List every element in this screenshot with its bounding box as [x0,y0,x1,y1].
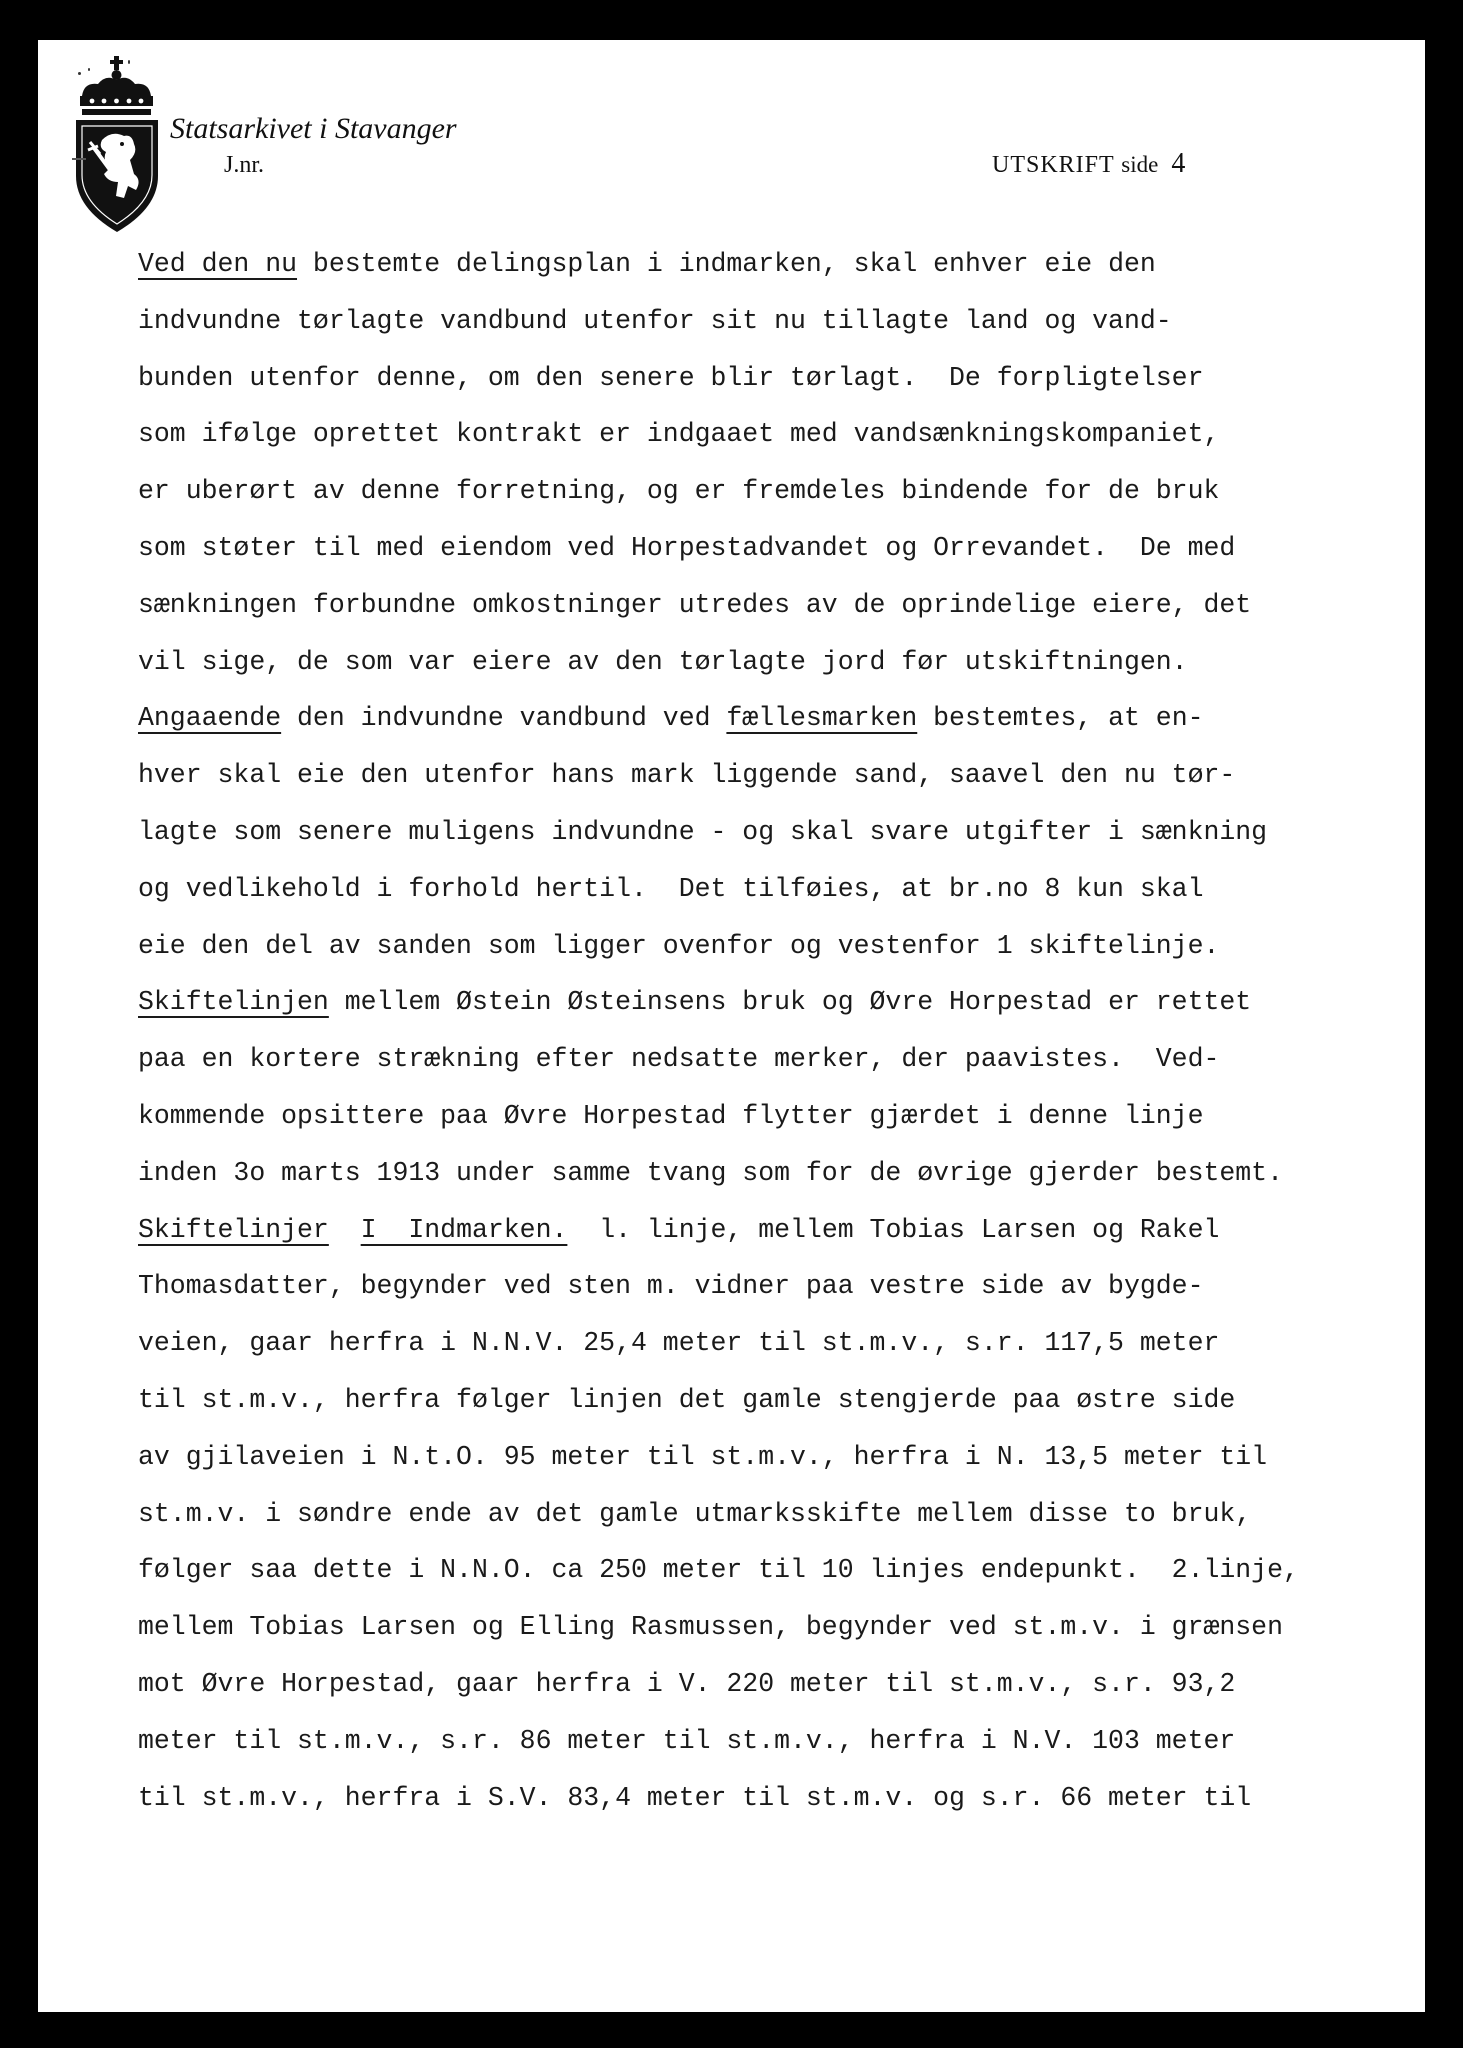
text-line [138,1486,1428,1543]
underlined-text: Angaaende [138,703,282,734]
text-segment: eie den del av sanden som ligger ovenfor og vestenfor 1 skiftelinje. [138,930,1220,961]
text-segment: mellem Tobias Larsen og Elling Rasmussen, begynder ved st.m.v. i grænsen [138,1612,1283,1643]
text-line [138,1031,1428,1088]
text-segment: er uberørt av denne forretning, og er fremdeles bindende for de bruk [138,476,1220,507]
text-segment: veien, gaar herfra i N.N.V. 25,4 meter til st.m.v., s.r. 117,5 meter [138,1328,1220,1359]
text-segment: kommende opsittere paa Øvre Horpestad flytter gjærdet i denne linje [138,1100,1204,1131]
text-line [138,236,1428,293]
text-line [138,690,1428,747]
text-segment: mellem Østein Østeinsens bruk og Øvre Horpestad er rettet [328,987,1252,1018]
text-line [138,1770,1428,1827]
text-segment: lagte som senere muligens indvundne - og skal svare utgifter i sænkning [138,816,1268,847]
text-line [138,974,1428,1031]
text-line [138,861,1428,918]
text-segment: følger saa dette i N.N.O. ca 250 meter til 10 linjes endepunkt. 2.linje, [138,1555,1299,1586]
norwegian-coat-of-arms-icon [72,56,162,232]
text-line [138,293,1428,350]
text-segment [329,1215,361,1245]
text-segment: som støter til med eiendom ved Horpestadvandet og Orrevandet. De med [138,532,1236,563]
utskrift-header [992,148,1186,180]
text-segment: til st.m.v., herfra følger linjen det gamle stengjerde paa østre side [138,1384,1236,1415]
text-segment: som ifølge oprettet kontrakt er indgaaet med vandsænkningskompaniet, [138,419,1220,450]
underlined-text: Skiftelinjer [138,1214,329,1245]
scan-mark [72,158,86,160]
text-segment: den indvundne vandbund ved [281,703,727,734]
text-segment: og vedlikehold i forhold hertil. Det tilføies, at br.no 8 kun skal [138,873,1204,904]
text-segment: Thomasdatter, begynder ved sten m. vidner paa vestre side av bygde- [138,1271,1204,1302]
underlined-text: fællesmarken [726,703,918,734]
text-line [138,1088,1428,1145]
text-segment: mot Øvre Horpestad, gaar herfra i V. 220 meter til st.m.v., s.r. 93,2 [138,1668,1236,1699]
text-line [138,520,1428,577]
text-segment: paa en kortere strækning efter nedsatte merker, der paavistes. Ved- [138,1044,1220,1075]
text-line [138,1145,1428,1202]
journal-number-label: J.nr. [224,152,265,178]
text-segment: sænkningen forbundne omkostninger utredes av de oprindelige eiere, det [138,589,1252,620]
body-text [138,236,1428,1826]
text-segment: meter til st.m.v., s.r. 86 meter til st.m.v., herfra i N.V. 103 meter [138,1725,1236,1756]
text-line [138,577,1428,634]
side-label: side [1121,152,1159,177]
underlined-text: Skiftelinjen [138,987,329,1018]
text-segment: st.m.v. i søndre ende av det gamle utmarksskifte mellem disse to bruk, [138,1498,1252,1529]
text-line [138,918,1428,975]
utskrift-label: UTSKRIFT [992,152,1115,178]
text-segment: av gjilaveien i N.t.O. 95 meter til st.m.v., herfra i N. 13,5 meter til [138,1441,1268,1472]
text-segment: vil sige, de som var eiere av den tørlagte jord før utskiftningen. [138,646,1188,677]
text-segment: hver skal eie den utenfor hans mark liggende sand, saavel den nu tør- [138,760,1236,791]
text-line [138,1202,1428,1259]
text-line [138,406,1428,463]
text-line [138,463,1428,520]
text-segment: bestemte delingsplan i indmarken, skal enhver eie den [297,249,1156,279]
page-number: 4 [1171,148,1187,179]
text-line [138,804,1428,861]
text-line [138,747,1428,804]
text-line [138,1429,1428,1486]
text-segment: l. linje, mellem Tobias Larsen og Rakel [567,1214,1220,1245]
text-line [138,1713,1428,1770]
text-segment: bunden utenfor denne, om den senere blir tørlagt. De forpligtelser [138,362,1204,393]
text-line [138,350,1428,407]
text-line [138,1656,1428,1713]
text-segment: inden 3o marts 1913 under samme tvang som for de øvrige gjerder bestemt. [138,1157,1283,1188]
text-line [138,634,1428,691]
text-line [138,1599,1428,1656]
underlined-text: Ved den nu [138,249,298,279]
text-line [138,1372,1428,1429]
text-line [138,1315,1428,1372]
text-segment: indvundne tørlagte vandbund utenfor sit nu tillagte land og vand- [138,305,1172,336]
underlined-text: I Indmarken. [360,1214,568,1245]
text-line [138,1542,1428,1599]
archive-name: Statsarkivet i Stavanger [170,112,457,145]
text-line [138,1258,1428,1315]
text-segment: bestemtes, at en- [917,703,1204,734]
text-segment: til st.m.v., herfra i S.V. 83,4 meter til st.m.v. og s.r. 66 meter til [138,1782,1252,1813]
